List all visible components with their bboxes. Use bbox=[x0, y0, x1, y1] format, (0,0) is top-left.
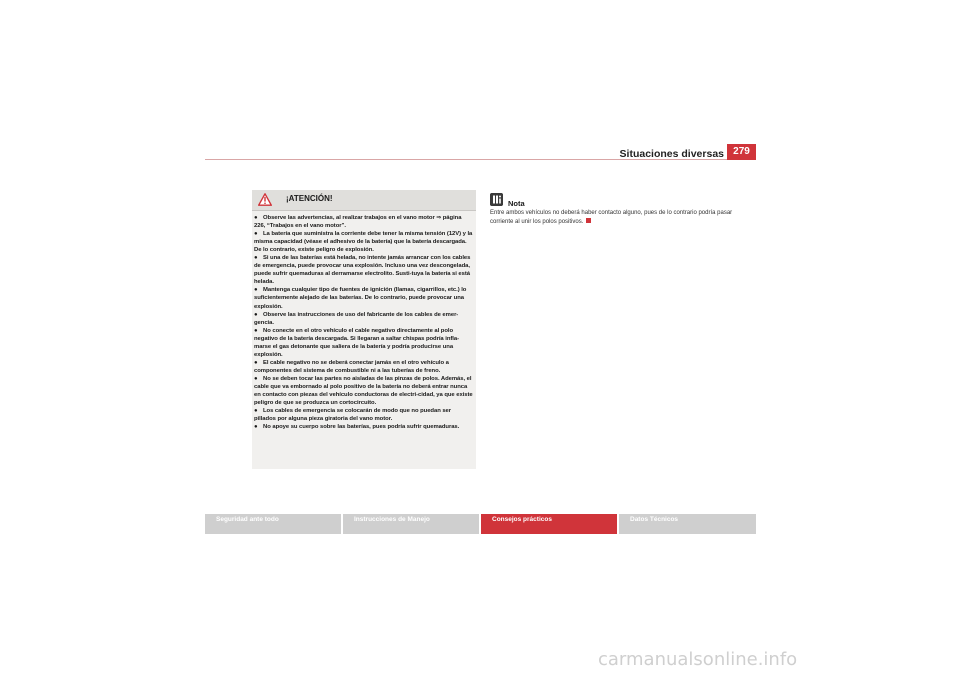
warning-item: ● No conecte en el otro vehículo el cable negativo directamente al polo negativo de la batería descargada. Si llegaran a saltar chispas podría infla-marse el gas detonante que saliera de la batería y podría producirse una explosión. bbox=[254, 327, 460, 358]
warning-box bbox=[252, 190, 476, 469]
warning-header bbox=[252, 190, 476, 211]
warning-item: ● No apoye su cuerpo sobre las baterías, pues podría sufrir quemaduras. bbox=[254, 424, 460, 431]
watermark: carmanualsonline.info bbox=[598, 649, 798, 670]
note-text: Entre ambos vehículos no deberá haber contacto alguno, pues de lo contrario podría pasar corriente al unir los polos positivos. bbox=[490, 210, 733, 225]
section-title: Situaciones diversas bbox=[619, 148, 724, 160]
tab-datos-tecnicos[interactable]: Datos Técnicos bbox=[619, 514, 756, 534]
footer-tabs bbox=[205, 514, 756, 534]
warning-item: ● El cable negativo no se deberá conectar jamás en el otro vehículo a componentes del sistema de combustible ni a las tuberías de freno. bbox=[254, 359, 449, 374]
page-number: 279 bbox=[727, 144, 756, 160]
warning-item: ● Observe las instrucciones de uso del fabricante de los cables de emer-gencia. bbox=[254, 311, 459, 326]
warning-item: ● Mantenga cualquier tipo de fuentes de ignición (llamas, cigarrillos, etc.) lo suficientemente alejado de las baterías. De lo contrario, puede provocar una explosión. bbox=[254, 287, 467, 310]
bullet-icon: ● bbox=[254, 255, 258, 262]
warning-list bbox=[252, 211, 476, 431]
tab-seguridad-ante-todo[interactable]: Seguridad ante todo bbox=[205, 514, 341, 534]
bullet-icon: ● bbox=[254, 424, 258, 431]
warning-triangle-icon bbox=[258, 193, 272, 206]
tab-instrucciones-de-manejo[interactable]: Instrucciones de Manejo bbox=[343, 514, 479, 534]
bullet-icon: ● bbox=[254, 311, 258, 318]
bullet-icon: ● bbox=[254, 287, 258, 294]
warning-item: ● Si una de las baterías está helada, no intente jamás arrancar con los cables de emergencia, puede provocar una explosión. Incluso una vez descongelada, puede sufrir quemaduras al derramarse electrolito. Susti-tuya la batería si está helada. bbox=[254, 255, 471, 286]
warning-title: ¡ATENCIÓN! bbox=[286, 194, 333, 203]
warning-item: ● Los cables de emergencia se colocarán de modo que no puedan ser pillados por alguna pieza giratoria del vano motor. bbox=[254, 408, 452, 423]
end-of-section-icon bbox=[586, 218, 591, 223]
warning-item: ● La batería que suministra la corriente debe tener la misma tensión (12V) y la misma capacidad (véase el adhesivo de la batería) que la batería descargada. De lo contrario, existe peligro de explosión. bbox=[254, 231, 473, 254]
warning-item: ● Observe las advertencias, al realizar trabajos en el vano motor ⇒ página 226, “Trabajos en el vano motor”. bbox=[254, 215, 462, 230]
bullet-icon: ● bbox=[254, 359, 258, 366]
note-title: Nota bbox=[508, 199, 525, 208]
warning-item: ● No se deben tocar las partes no aisladas de las pinzas de polos. Además, el cable que va embornado al polo positivo de la batería no deberá entrar nunca en contacto con piezas del vehículo conductoras de electri-cidad, ya que existe peligro de que se produzca un cortocircuito. bbox=[254, 375, 473, 407]
tab-consejos-practicos[interactable]: Consejos prácticos bbox=[481, 514, 617, 534]
bullet-icon: ● bbox=[254, 375, 258, 382]
bullet-icon: ● bbox=[254, 327, 258, 334]
note-info-icon bbox=[490, 193, 503, 206]
bullet-icon: ● bbox=[254, 231, 258, 238]
bullet-icon: ● bbox=[254, 408, 258, 415]
bullet-icon: ● bbox=[254, 215, 258, 221]
